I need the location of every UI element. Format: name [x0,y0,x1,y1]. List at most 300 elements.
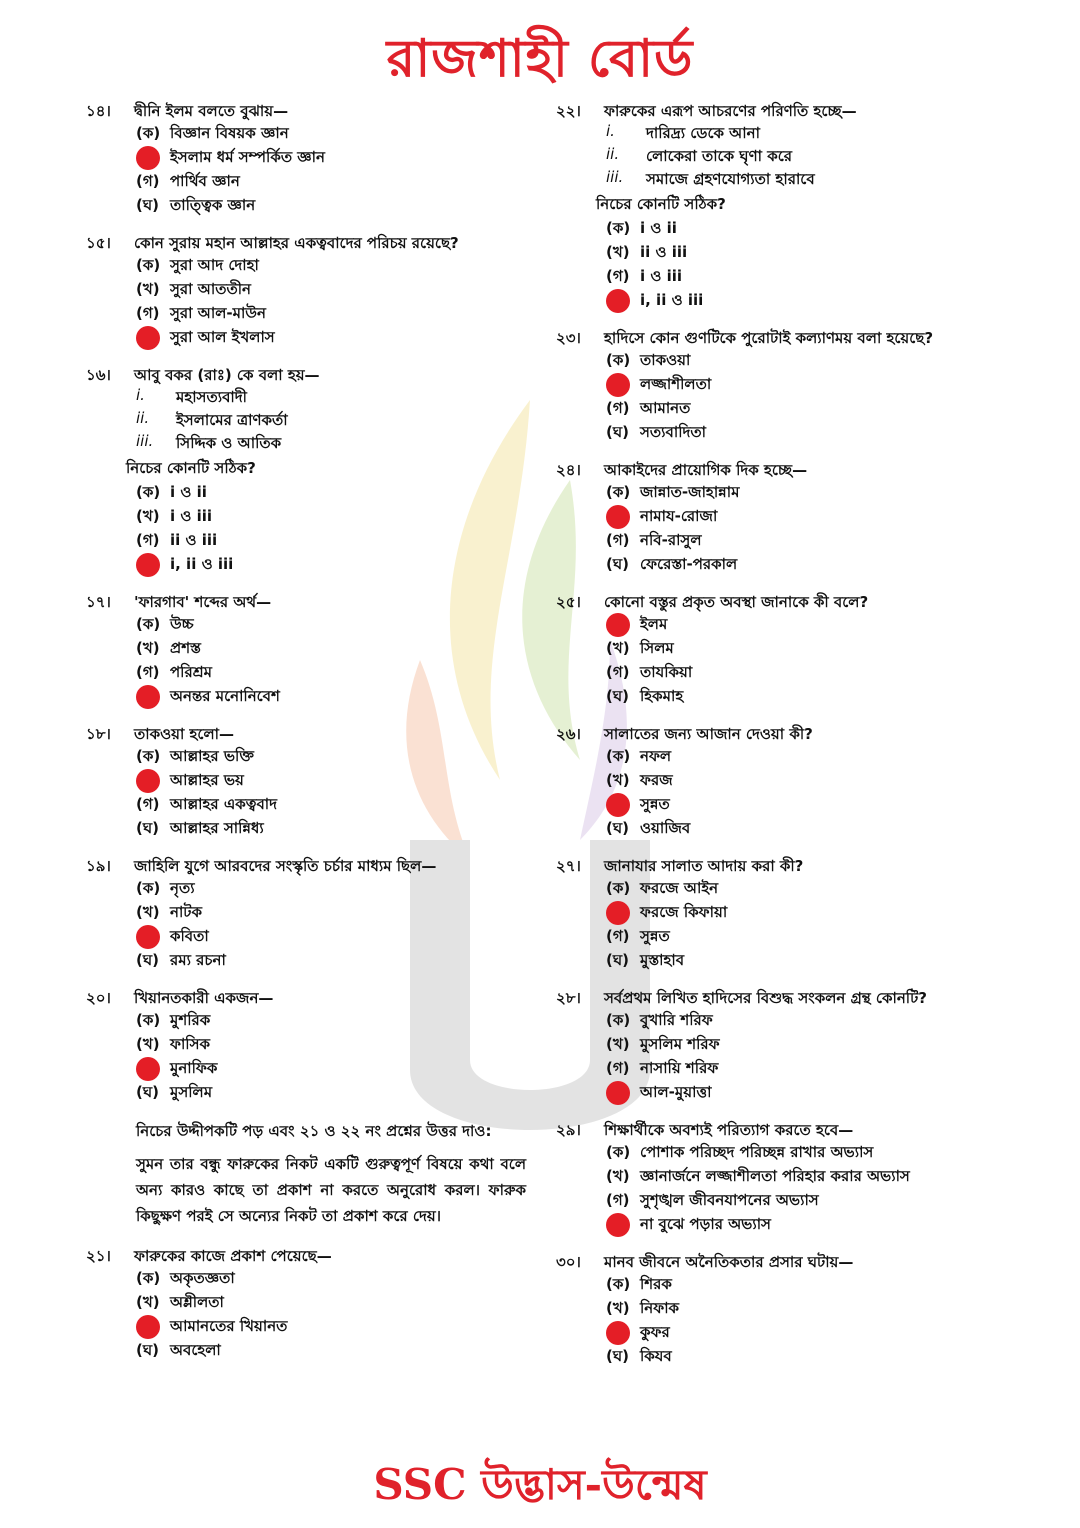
option-text: ফেরেস্তা-পরকাল [640,554,738,573]
statement-row [606,122,996,145]
option-text: পোশাক পরিচ্ছদ পরিচ্ছন্ন রাখার অভ্যাস [640,1142,874,1161]
options-list [136,122,526,218]
option-text: আমানতের খিয়ানত [170,1316,288,1335]
option-correct [136,553,526,577]
option-correct [606,289,996,313]
option-marker: (গ) [136,303,160,322]
options-list [606,217,996,313]
option-correct [136,769,526,793]
option-marker: (খ) [606,770,630,789]
option-marker: (খ) [606,638,630,657]
question-number: ১৯। [86,857,111,875]
option-correct [136,326,526,350]
answer-dot-icon [136,1057,160,1081]
question-head [86,364,526,386]
option-text: সুশৃঙ্খল জীবনযাপনের অভ্যাস [640,1190,819,1209]
option-marker [606,505,640,529]
option [606,397,996,421]
passage-intro: নিচের উদ্দীপকটি পড় এবং ২১ ও ২২ নং প্রশ্নের উত্তর দাও: [136,1122,492,1140]
option-marker: (ঘ) [136,1340,159,1359]
option [606,1141,996,1165]
option-marker: (গ) [136,530,160,549]
option-text: ii ও iii [640,242,688,261]
option-text: পার্থিব জ্ঞান [170,171,240,190]
option-text: জান্নাত-জাহান্নাম [640,482,740,501]
option-marker: (গ) [136,662,160,681]
option-correct [136,685,526,709]
option-marker [606,1213,640,1237]
option-marker: (খ) [136,638,160,657]
option-marker: (গ) [606,1058,630,1077]
question-head [556,1251,996,1273]
option-marker: (ঘ) [606,818,629,837]
question-head [556,1119,996,1141]
option-text: আল্লাহর ভক্তি [170,746,254,765]
question-text: দ্বীনি ইলম বলতে বুঝায় — [134,100,526,122]
left-column [86,100,526,1377]
board-title: রাজশাহী বোর্ড [386,28,694,89]
question [86,723,526,841]
option-correct [606,901,996,925]
option-text: কবিতা [170,926,209,945]
option-marker: (ক) [136,878,161,897]
option-correct [136,925,526,949]
option-text: হিকমাহ [640,686,684,705]
statement-numeral: iii. [136,432,154,450]
option-marker: (গ) [606,1190,630,1209]
option-text: নৃত্য [170,878,195,897]
question-number: ১৭। [86,593,111,611]
answer-dot-icon [606,1081,630,1105]
option-text: মুসলিম [170,1082,213,1101]
question-head [556,327,996,349]
statement-numeral: i. [136,386,145,404]
option [606,481,996,505]
question-number: ২২। [556,102,581,120]
option-correct [136,146,526,170]
statement-numeral: iii. [606,168,624,186]
option-text: নাসায়ি শরিফ [640,1058,719,1077]
option-correct [606,1081,996,1105]
question-text: তাকওয়া হলো — [134,723,526,745]
option [606,1057,996,1081]
option-text: সুরা আল ইখলাস [170,327,275,346]
option-marker [136,146,170,170]
option-text: ইলম [640,614,668,633]
option-correct [606,505,996,529]
option-text: নিফাক [640,1298,680,1317]
question-text: মানব জীবনে অনৈতিকতার প্রসার ঘটায় — [604,1251,996,1273]
option [606,877,996,901]
options-list [136,1267,526,1363]
option-marker: (গ) [606,662,630,681]
option-marker: (ক) [606,746,631,765]
option-text: কুফর [640,1322,670,1341]
option-marker: (ক) [606,482,631,501]
option [606,553,996,577]
option-marker [606,793,640,817]
option-marker: (ক) [606,350,631,369]
question-text: 'ফারগাব' শব্দের অর্থ — [134,591,526,613]
option-marker: (খ) [606,1166,630,1185]
answer-dot-icon [136,1315,160,1339]
statement-row [136,409,526,432]
options-list [606,745,996,841]
option-text: সুরা আদ দোহা [170,255,259,274]
option-text: আল-মুয়াত্তা [640,1082,712,1101]
option-text: ওয়াজিব [640,818,691,837]
option-marker [136,685,170,709]
option-marker [136,553,170,577]
statement-numeral: ii. [606,145,620,163]
option-marker [136,1057,170,1081]
option-correct [606,373,996,397]
question-head [556,100,996,122]
which-correct-prompt: নিচের কোনটি সঠিক? [596,195,726,213]
answer-dot-icon [136,925,160,949]
option-marker: (খ) [606,242,630,261]
option-text: তাকওয়া [640,350,691,369]
options-list [606,349,996,445]
option-marker [606,1321,640,1345]
question [86,987,526,1105]
option-marker: (ক) [136,123,161,142]
question-number: ২৮। [556,989,581,1007]
question [556,855,996,973]
option-correct [136,1057,526,1081]
stimulus-passage: সুমন তার বন্ধু ফারুকের নিকট একটি গুরুত্বপূর্ণ বিষয়ে কথা বলে অন্য কারও কাছে তা প্রকাশ না করতে অনুরোধ করল। ফারুক কিছুক্ষণ পরই সে অন্যের নিকট তা প্রকাশ করে দেয়। [136,1155,526,1225]
option-marker: (গ) [606,266,630,285]
option-marker: (খ) [136,902,160,921]
option-text: মুনাফিক [170,1058,218,1077]
question-text: সর্বপ্রথম লিখিত হাদিসের বিশুদ্ধ সংকলন গ্রন্থ কোনটি? [604,989,927,1007]
question-text: ফারুকের এরূপ আচরণের পরিণতি হচ্ছে — [604,100,996,122]
option [606,1033,996,1057]
option-marker [606,613,640,637]
answer-dot-icon [136,326,160,350]
question-head [556,987,996,1009]
option [136,745,526,769]
option-text: অনন্তর মনোনিবেশ [170,686,280,705]
question-text: সালাতের জন্য আজান দেওয়া কী? [604,725,813,743]
option [136,481,526,505]
option-marker: (খ) [136,506,160,525]
option-text: সুন্নত [640,926,670,945]
option-text: তাযকিয়া [640,662,693,681]
which-correct-prompt: নিচের কোনটি সঠিক? [126,459,256,477]
option-text: আল্লাহর সান্নিধ্য [170,818,264,837]
question-number: ২৪। [556,461,581,479]
option [136,1009,526,1033]
statement-numeral: ii. [136,409,150,427]
option-marker: (গ) [606,530,630,549]
question-number: ২০। [86,989,111,1007]
answer-dot-icon [606,505,630,529]
right-column [556,100,996,1383]
option [136,254,526,278]
question-text: জাহিলি যুগে আরবদের সংস্কৃতি চর্চার মাধ্যম ছিল — [134,855,526,877]
statement-text: ইসলামের ত্রাণকর্তা [176,411,288,429]
option-text: অশ্লীলতা [170,1292,224,1311]
option [606,1297,996,1321]
question-head [86,591,526,613]
statement-row [136,386,526,409]
option-text: বুখারি শরিফ [640,1010,713,1029]
question-text: আবু বকর (রাঃ) কে বলা হয় — [134,364,526,386]
option-marker: (ক) [136,482,161,501]
option-text: তাত্ত্বিক জ্ঞান [170,195,256,214]
option-text: সুন্নত [640,794,670,813]
option [606,265,996,289]
option-text: পরিশ্রম [170,662,212,681]
question-head [86,232,526,254]
option-correct [136,1315,526,1339]
option [136,1267,526,1291]
option-marker [136,326,170,350]
option [606,769,996,793]
question [86,100,526,218]
options-list [136,877,526,973]
option [136,949,526,973]
option [606,745,996,769]
option-marker: (ঘ) [606,686,629,705]
question-number: ১৮। [86,725,111,743]
option-marker: (গ) [606,926,630,945]
option-marker: (খ) [606,1298,630,1317]
question [86,364,526,577]
option [136,901,526,925]
question [556,100,996,313]
statement-text: সমাজে গ্রহণযোগ্যতা হারাবে [646,170,815,188]
option-marker [606,373,640,397]
statement-text: সিদ্দিক ও আতিক [176,434,282,452]
option-marker: (ঘ) [136,195,159,214]
question [556,459,996,577]
option-text: আল্লাহর একত্ববাদ [170,794,278,813]
option-text: i, ii ও iii [170,554,234,573]
option-marker: (ঘ) [606,422,629,441]
question-head [86,987,526,1009]
question-text: হাদিসে কোন গুণটিকে পুরোটাই কল্যাণময় বলা হয়েছে? [604,329,934,347]
option [606,817,996,841]
option-marker: (ক) [606,878,631,897]
option-text: অকৃতজ্ঞতা [170,1268,235,1287]
statement-row [606,168,996,191]
option-text: শিরক [640,1274,672,1293]
question-text: জানাযার সালাত আদায় করা কী? [604,857,804,875]
option-correct [606,1321,996,1345]
option [136,613,526,637]
option-text: নামায-রোজা [640,506,718,525]
option [606,241,996,265]
question [556,723,996,841]
options-list [136,481,526,577]
question-number: ২৬। [556,725,581,743]
option-text: i ও ii [170,482,207,501]
option [606,949,996,973]
question-text: খিয়ানতকারী একজন — [134,987,526,1009]
option-marker: (ক) [136,1268,161,1287]
question [86,855,526,973]
answer-dot-icon [606,373,630,397]
option-marker: (ক) [606,1142,631,1161]
option-correct [606,1213,996,1237]
option-text: ইসলাম ধর্ম সম্পর্কিত জ্ঞান [170,147,325,166]
option [606,1165,996,1189]
option [606,1009,996,1033]
option-marker: (ক) [606,218,631,237]
option-text: রম্য রচনা [170,950,226,969]
option [136,1291,526,1315]
option [136,877,526,901]
option-text: i, ii ও iii [640,290,704,309]
answer-dot-icon [606,793,630,817]
option [606,349,996,373]
option-marker: (খ) [136,279,160,298]
option-text: i ও iii [170,506,213,525]
option-marker [136,925,170,949]
question [86,591,526,709]
option [606,925,996,949]
option-marker: (ঘ) [136,950,159,969]
option-marker: (ক) [136,1010,161,1029]
option-marker [136,1315,170,1339]
question-text: শিক্ষার্থীকে অবশ্যই পরিত্যাগ করতে হবে — [604,1119,996,1141]
option [606,217,996,241]
option [606,529,996,553]
question-text: ফারুকের কাজে প্রকাশ পেয়েছে — [134,1245,526,1267]
option-marker: (ক) [136,746,161,765]
footer-brand: SSC উদ্ভাস-উন্মেষ [373,1460,707,1509]
option-text: i ও ii [640,218,677,237]
statement-numeral: i. [606,122,615,140]
option [136,637,526,661]
question-head [86,723,526,745]
option-marker: (ঘ) [606,554,629,573]
option-marker: (ক) [606,1010,631,1029]
statement-row [606,145,996,168]
question-text: কোন সুরায় মহান আল্লাহর একত্ববাদের পরিচয় রয়েছে? [134,234,459,252]
answer-dot-icon [606,613,630,637]
option [606,661,996,685]
option-marker: (ক) [136,255,161,274]
option-text: জ্ঞানার্জনে লজ্জাশীলতা পরিহার করার অভ্যাস [640,1166,910,1185]
question-head [556,459,996,481]
option-text: সত্যবাদিতা [640,422,706,441]
option-text: ফরজে আইন [640,878,719,897]
option-correct [606,613,996,637]
answer-dot-icon [136,685,160,709]
option-marker [606,901,640,925]
question [86,232,526,350]
options-list [606,1141,996,1237]
options-list [136,1009,526,1105]
options-list [136,613,526,709]
option [136,817,526,841]
question-head [556,591,996,613]
statement-row [136,432,526,455]
answer-dot-icon [606,1213,630,1237]
option [136,194,526,218]
question-head [556,723,996,745]
option [136,529,526,553]
option-text: উচ্চ [170,614,194,633]
statement-text: লোকেরা তাকে ঘৃণা করে [646,147,792,165]
option-text: না বুঝে পড়ার অভ্যাস [640,1214,771,1233]
question-number: ১৬। [86,366,111,384]
answer-dot-icon [136,553,160,577]
option [136,1081,526,1105]
options-list [606,877,996,973]
option-text: কিযব [640,1346,672,1365]
question-number: ২৭। [556,857,581,875]
option [136,122,526,146]
option-marker [136,769,170,793]
options-list [606,1273,996,1369]
options-list [606,613,996,709]
option-text: ফরজ [640,770,673,789]
question [556,1119,996,1237]
options-list [606,481,996,577]
option-text: মুস্তাহাব [640,950,685,969]
option-marker: (ক) [606,1274,631,1293]
statement-text: মহাসত্যবাদী [176,388,247,406]
option-text: প্রশস্ত [170,638,201,657]
option-text: সুরা আল-মাউন [170,303,266,322]
option-marker: (গ) [136,794,160,813]
option-text: লজ্জাশীলতা [640,374,712,393]
option [606,1345,996,1369]
question [556,1251,996,1369]
options-list [606,1009,996,1105]
option-marker [606,289,640,313]
option [136,1033,526,1057]
options-list [136,254,526,350]
option-text: নাটক [170,902,202,921]
answer-dot-icon [606,289,630,313]
option [136,1339,526,1363]
option [606,1189,996,1213]
option-text: সুরা আততীন [170,279,251,298]
option-text: মুসলিম শরিফ [640,1034,720,1053]
answer-dot-icon [606,1321,630,1345]
option-marker: (ক) [136,614,161,633]
question-head [86,1245,526,1267]
option [136,661,526,685]
option [606,685,996,709]
option [606,637,996,661]
option [136,793,526,817]
option-text: ii ও iii [170,530,218,549]
statement-text: দারিদ্র্য ডেকে আনা [646,124,760,142]
question [556,327,996,445]
option-marker: (ঘ) [606,950,629,969]
option-marker: (গ) [136,171,160,190]
option-text: ফাসিক [170,1034,211,1053]
option [606,1273,996,1297]
option-marker [606,1081,640,1105]
option [606,421,996,445]
option-text: নফল [640,746,672,765]
option-marker: (খ) [136,1292,160,1311]
question-head [556,855,996,877]
option-text: ফরজে কিফায়া [640,902,728,921]
question-number: ৩০। [556,1253,581,1271]
option-marker: (ঘ) [136,818,159,837]
option-correct [606,793,996,817]
question-head [86,100,526,122]
option [136,302,526,326]
